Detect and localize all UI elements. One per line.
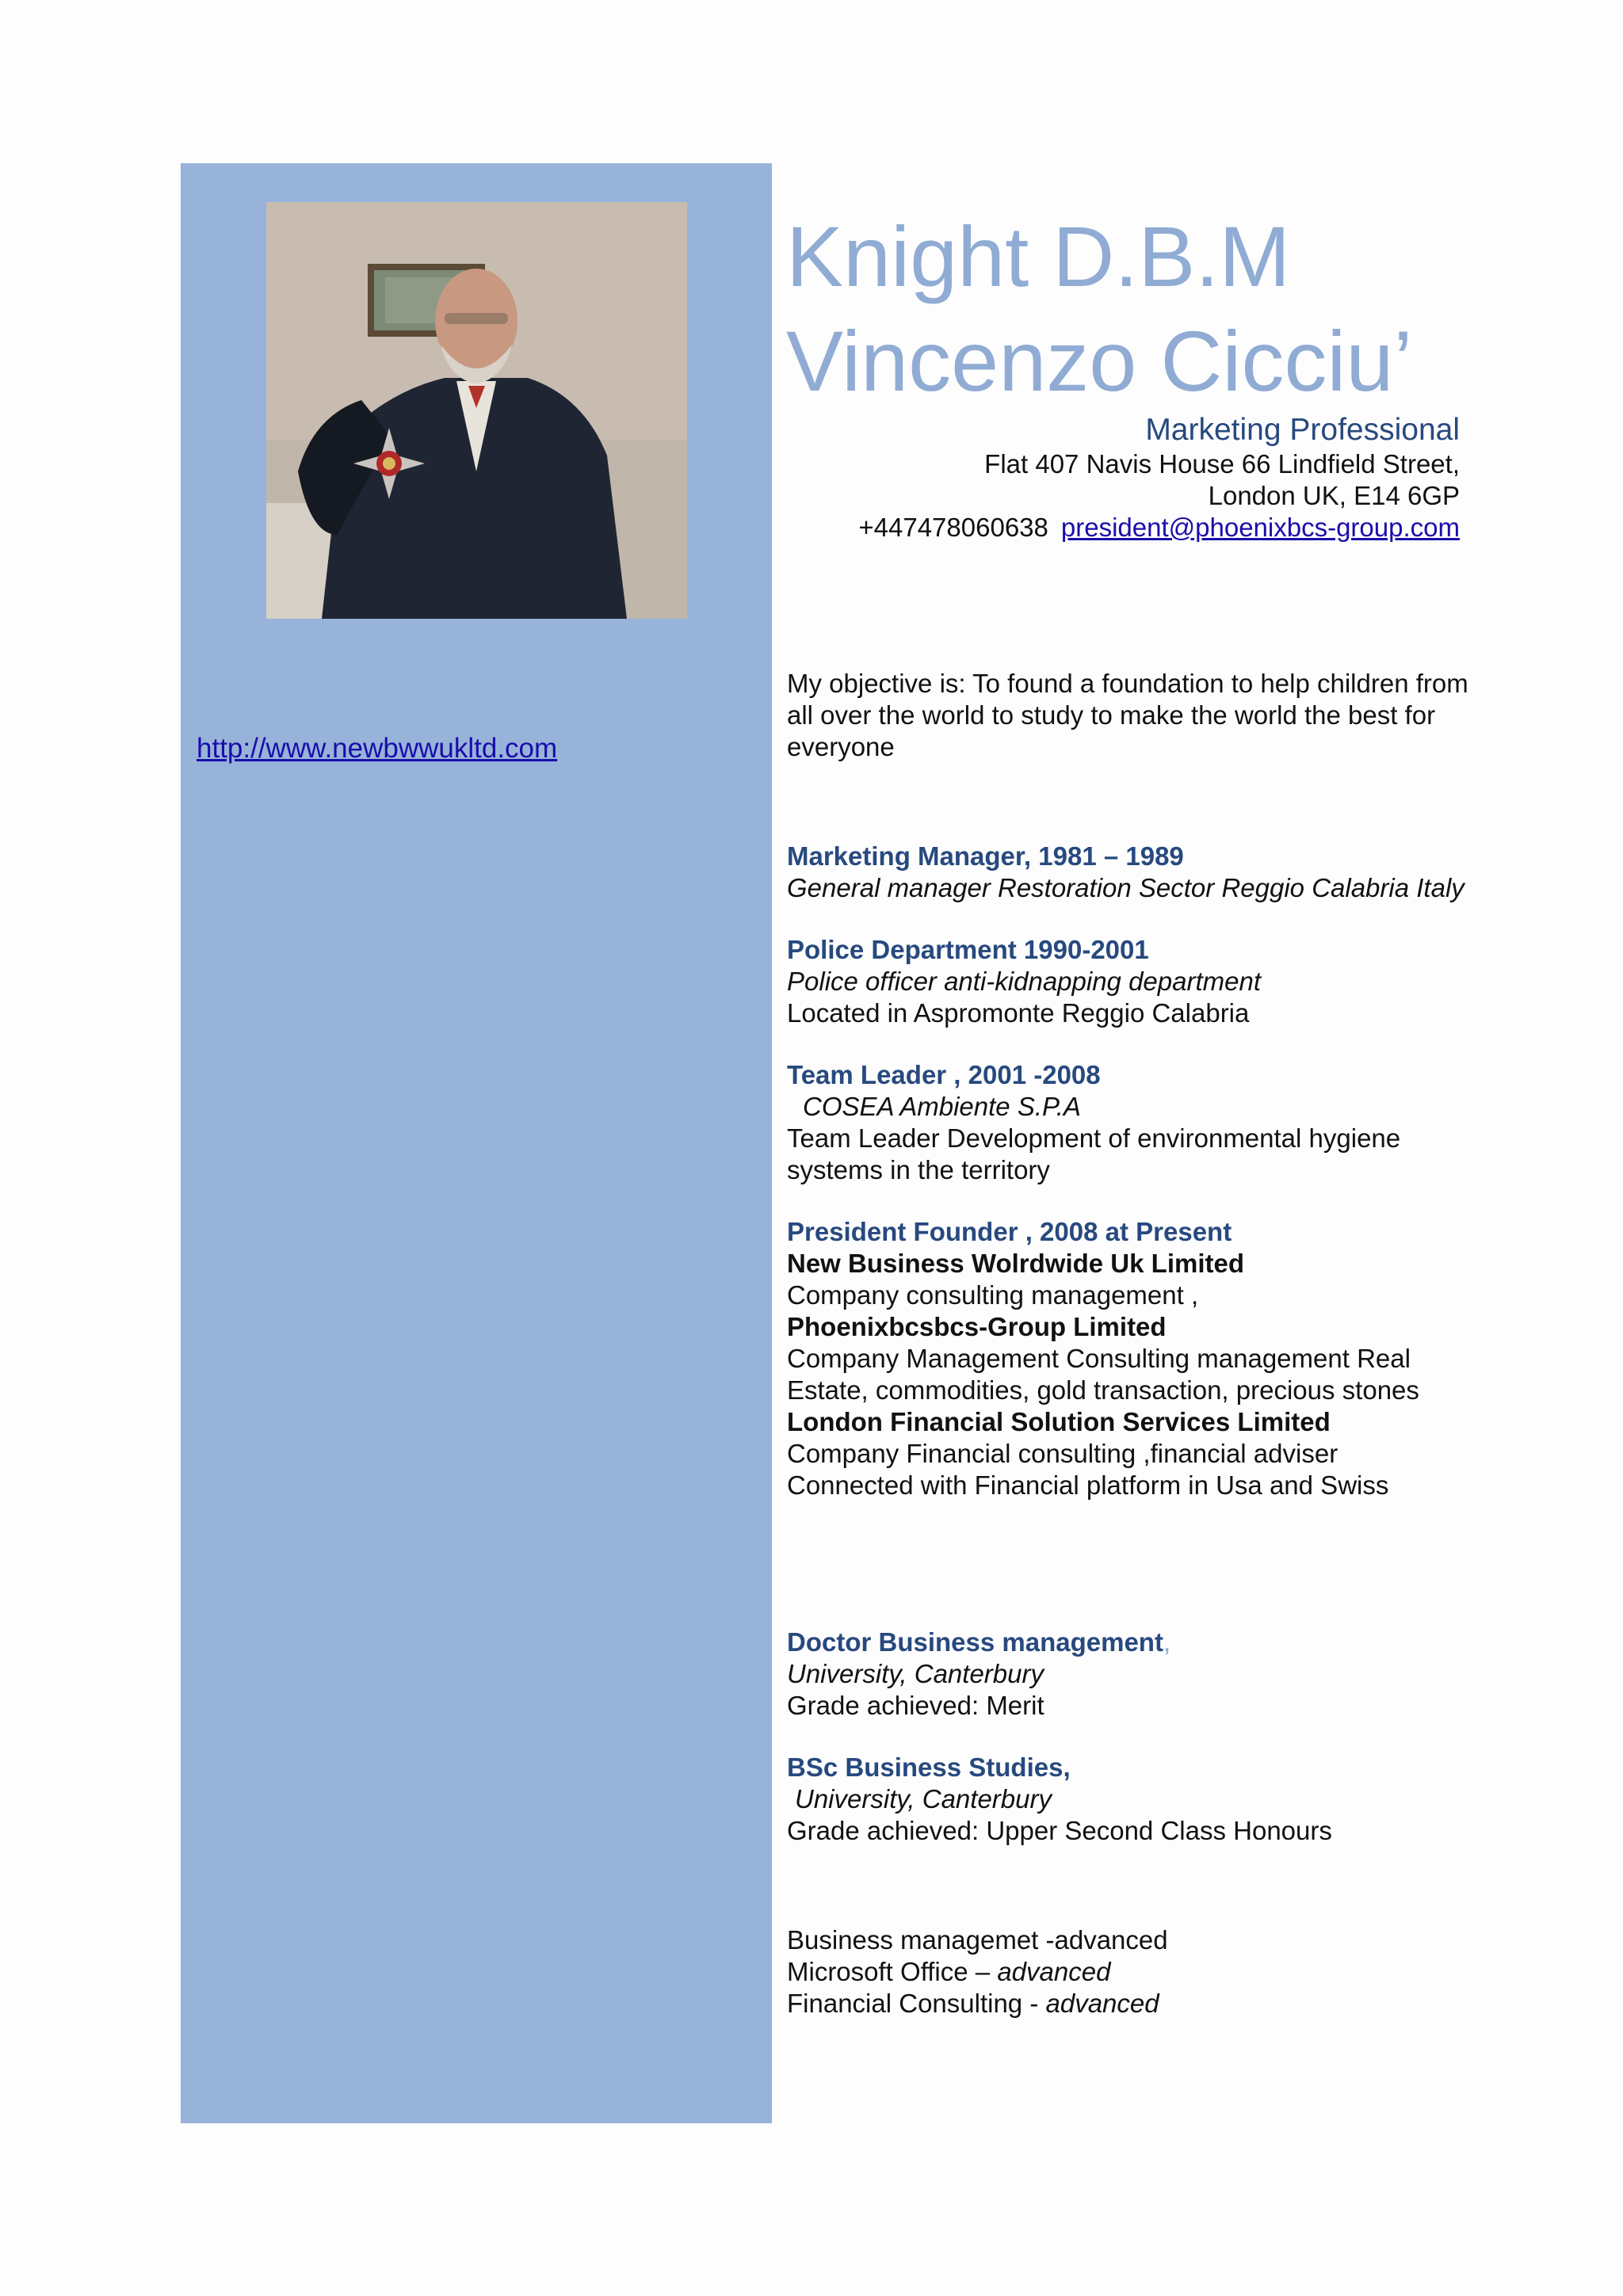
job-3-title: Team Leader , 2001 -2008 (787, 1060, 1101, 1089)
job-4-title: President Founder , 2008 at Present (787, 1217, 1232, 1246)
education-2 (787, 1752, 1484, 1847)
main-content (787, 668, 1484, 2019)
job-4-company-3: London Financial Solution Services Limited (787, 1407, 1331, 1436)
job-4-company-1: New Business Wolrdwide Uk Limited (787, 1249, 1245, 1278)
email-link[interactable]: president@phoenixbcs-group.com (1060, 513, 1460, 542)
person-name (786, 204, 1412, 414)
job-4 (787, 1216, 1484, 1501)
education-1-school: University, Canterbury (787, 1659, 1044, 1688)
skill-2 (787, 1956, 1484, 1988)
job-3-subtitle: COSEA Ambiente S.P.A (803, 1092, 1081, 1121)
job-1-subtitle: General manager Restoration Sector Reggio Calabria Italy (787, 873, 1465, 902)
objective-text: My objective is: To found a foundation to help children from all over the world to study to make the world the best for everyone (787, 669, 1468, 761)
phone-email-line (858, 512, 1460, 543)
job-3-detail: Team Leader Development of environmental hygiene systems in the territory (787, 1123, 1401, 1184)
job-2-title: Police Department 1990-2001 (787, 935, 1149, 964)
education-2-title: BSc Business Studies, (787, 1753, 1071, 1782)
education-2-grade: Grade achieved: Upper Second Class Honours (787, 1816, 1332, 1845)
role-title: Marketing Professional (1145, 413, 1460, 447)
job-1 (787, 841, 1484, 904)
job-4-company-2: Phoenixbcsbcs-Group Limited (787, 1312, 1167, 1341)
job-4-company-3-desc-1: Company Financial consulting ,financial adviser (787, 1439, 1338, 1468)
skills-list (787, 1924, 1484, 2019)
skill-3-name: Financial Consulting - (787, 1989, 1046, 2018)
job-4-company-1-desc: Company consulting management , (787, 1280, 1199, 1310)
job-4-company-3-desc-2: Connected with Financial platform in Usa and Swiss (787, 1470, 1389, 1500)
phone-number: +447478060638 (858, 513, 1048, 542)
education-1-title-text: Doctor Business management (787, 1627, 1163, 1657)
job-4-company-2-desc: Company Management Consulting management Real Estate, commodities, gold transaction, precious stones (787, 1344, 1419, 1405)
job-3 (787, 1059, 1484, 1186)
skill-3-level: advanced (1045, 1989, 1159, 2018)
profile-photo (266, 202, 687, 619)
address-line-2: London UK, E14 6GP (1208, 481, 1460, 510)
education-1-comma: , (1163, 1627, 1171, 1657)
address-line-1: Flat 407 Navis House 66 Lindfield Street, (984, 449, 1460, 479)
skill-2-level: advanced (997, 1957, 1111, 1986)
skill-1: Business managemet -advanced (787, 1925, 1168, 1955)
job-2-subtitle: Police officer anti-kidnapping department (787, 967, 1262, 996)
education-1 (787, 1627, 1484, 1722)
skill-2-name: Microsoft Office – (787, 1957, 998, 1986)
contact-block (858, 412, 1460, 543)
job-1-title: Marketing Manager, 1981 – 1989 (787, 841, 1184, 871)
website-link[interactable]: http://www.newbwwukltd.com (197, 733, 558, 764)
name-line-1: Knight D.B.M (786, 208, 1291, 304)
job-2 (787, 934, 1484, 1029)
job-2-detail: Located in Aspromonte Reggio Calabria (787, 998, 1250, 1028)
education-2-school: University, Canterbury (795, 1784, 1052, 1814)
education-1-grade: Grade achieved: Merit (787, 1691, 1044, 1720)
name-line-2: Vincenzo Cicciu’ (786, 313, 1413, 409)
education-1-title (787, 1627, 1484, 1658)
skill-3 (787, 1988, 1484, 2019)
